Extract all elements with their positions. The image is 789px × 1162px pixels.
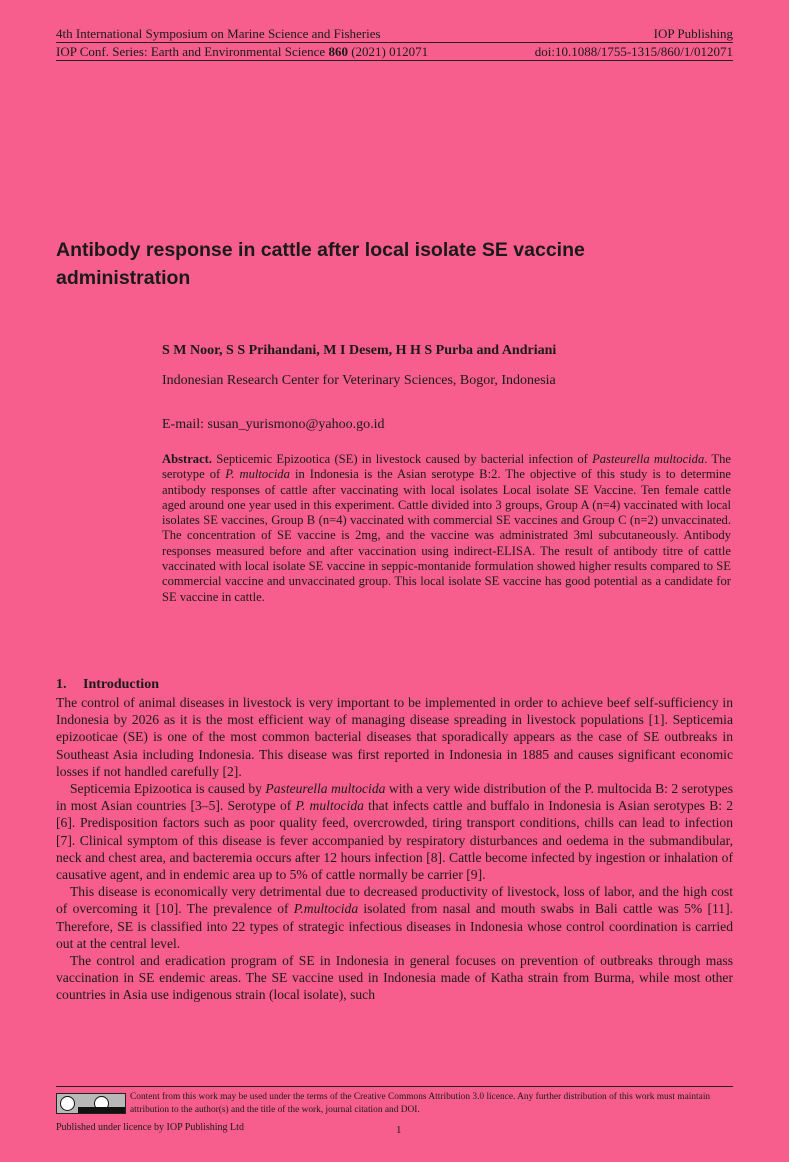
affiliation: Indonesian Research Center for Veterinary Sciences, Bogor, Indonesia xyxy=(162,373,556,388)
species-name: P.multocida xyxy=(293,901,359,917)
cc-icon xyxy=(60,1096,75,1111)
paragraph-text: Septicemia Epizootica is caused by xyxy=(70,781,266,797)
abstract-species: Pasteurella multocida xyxy=(592,452,705,466)
abstract-species: P. multocida xyxy=(225,467,290,482)
paper-title: Antibody response in cattle after local isolate SE vaccine administration xyxy=(56,239,585,289)
paragraph-text: This disease is economically very detrimental due to decreased productivity of livestock, loss of labor, and the high cost of overcoming it [10]. The prevalence of xyxy=(56,884,733,917)
paragraph: The control of animal diseases in livestock is very important to be implemented in order to achieve beef self-sufficiency in Indonesia by 2026 as it is the most efficient way of managing disease spreading in livestock populations [1]. Septicemia epizooticae (SE) is one of the most common bacterial diseases that sporadically appears as the case of SE outbreaks in Southeast Asia including Indonesia. This disease was first reported in Indonesia in 1885 and causes significant economic losses if not handled carefully [2]. xyxy=(56,695,733,779)
section-title: Introduction xyxy=(83,677,159,692)
paragraph-text: that infects cattle and buffalo in Indonesia is Asian serotypes B: 2 [6]. Predisposition factors such as poor quality feed, overcrowded, tiring transport conditions, chills can lead to infection [7]. Clinical symptom of this disease is fever accompanied by respiratory disturbances and oedema in the submandibular, neck and chest area, and bacteremia occurs after 12 hours infection [8]. Cattle become infected by ingestion or inhalation of causative agent, and in endemic area up to 5% of cattle normally be carrier [9]. xyxy=(56,798,733,883)
publisher-notice: Published under licence by IOP Publishing Ltd xyxy=(56,1122,244,1133)
license-notice: Content from this work may be used under the terms of the Creative Commons Attribution 3.0 licence. Any further distribution of this work must maintain attribution to the author(s) and the title of the work, journal citation and DOI. xyxy=(130,1092,711,1115)
year-article: (2021) 012071 xyxy=(347,44,429,59)
abstract-text: Septicemic Epizootica (SE) in livestock caused by bacterial infection of xyxy=(212,452,593,466)
abstract xyxy=(162,452,731,605)
paragraph xyxy=(56,883,733,952)
author-list: S M Noor, S S Prihandani, M I Desem, H H S Purba and Andriani xyxy=(162,343,557,358)
badge-bar xyxy=(78,1107,125,1113)
section-number: 1. xyxy=(56,677,67,692)
body-text xyxy=(56,694,733,1004)
cc-by-license-badge[interactable] xyxy=(56,1093,126,1114)
paragraph-text: isolated from nasal and mouth swabs in Bali cattle was 5% [11]. Therefore, SE is classified into 22 types of strategic infectious diseases in Indonesia whose control coordination is carried out at the central level. xyxy=(56,901,734,951)
species-name: P. multocida xyxy=(295,798,364,814)
species-name: Pasteurella multocida xyxy=(265,781,386,797)
header-rule-top xyxy=(56,42,733,43)
doi-link[interactable]: doi:10.1088/1755-1315/860/1/012071 xyxy=(534,44,733,59)
footer-rule xyxy=(56,1086,733,1087)
abstract-label: Abstract. xyxy=(162,452,213,466)
header-rule-bottom xyxy=(56,60,733,61)
series-citation xyxy=(56,44,428,60)
paragraph xyxy=(56,780,733,883)
abstract-text: . The serotype of xyxy=(162,452,731,482)
paragraph: The control and eradication program of SE in Indonesia in general focuses on prevention of outbreaks through mass vaccination in SE endemic areas. The SE vaccine used in Indonesia made of Katha strain from Burma, while most other countries in Asia use indigenous strain (local isolate), such xyxy=(56,953,733,1003)
publisher-name: IOP Publishing xyxy=(653,26,733,41)
volume-number: 860 xyxy=(328,44,348,59)
conference-name: 4th International Symposium on Marine Science and Fisheries xyxy=(56,26,381,41)
contact-email[interactable]: E-mail: susan_yurismono@yahoo.go.id xyxy=(162,417,385,432)
section-heading xyxy=(56,676,159,693)
abstract-text: in Indonesia is the Asian serotype B:2. The objective of this study is to determine antibody responses of cattle after vaccinating with local isolates Local isolate SE Vaccine. Ten female cattle aged around one year used in this experiment. Cattle divided into 3 groups, Group A (n=4) vaccinated with local isolates SE vaccines, Group B (n=4) vaccinated with commercial SE vaccines and Group C (n=2) unvaccinated. The concentration of SE vaccine is 2mg, and the vaccine was administrated 3ml subcutaneously. Antibody responses measured before and after vaccination using indirect-ELISA. The result of antibody titre of cattle vaccinated with local isolate SE vaccine in seppic-montanide formulation showed higher results compared to SE commercial vaccine and unvaccinated group. This local isolate SE vaccine has good potential as a candidate for SE vaccine in cattle. xyxy=(162,467,731,604)
series-prefix: IOP Conf. Series: Earth and Environmental Science xyxy=(56,44,329,59)
page-number: 1 xyxy=(396,1124,402,1136)
paragraph-text: with a very wide distribution of the P. multocida B: 2 serotypes in most Asian countries [3–5]. Serotype of xyxy=(56,781,733,814)
